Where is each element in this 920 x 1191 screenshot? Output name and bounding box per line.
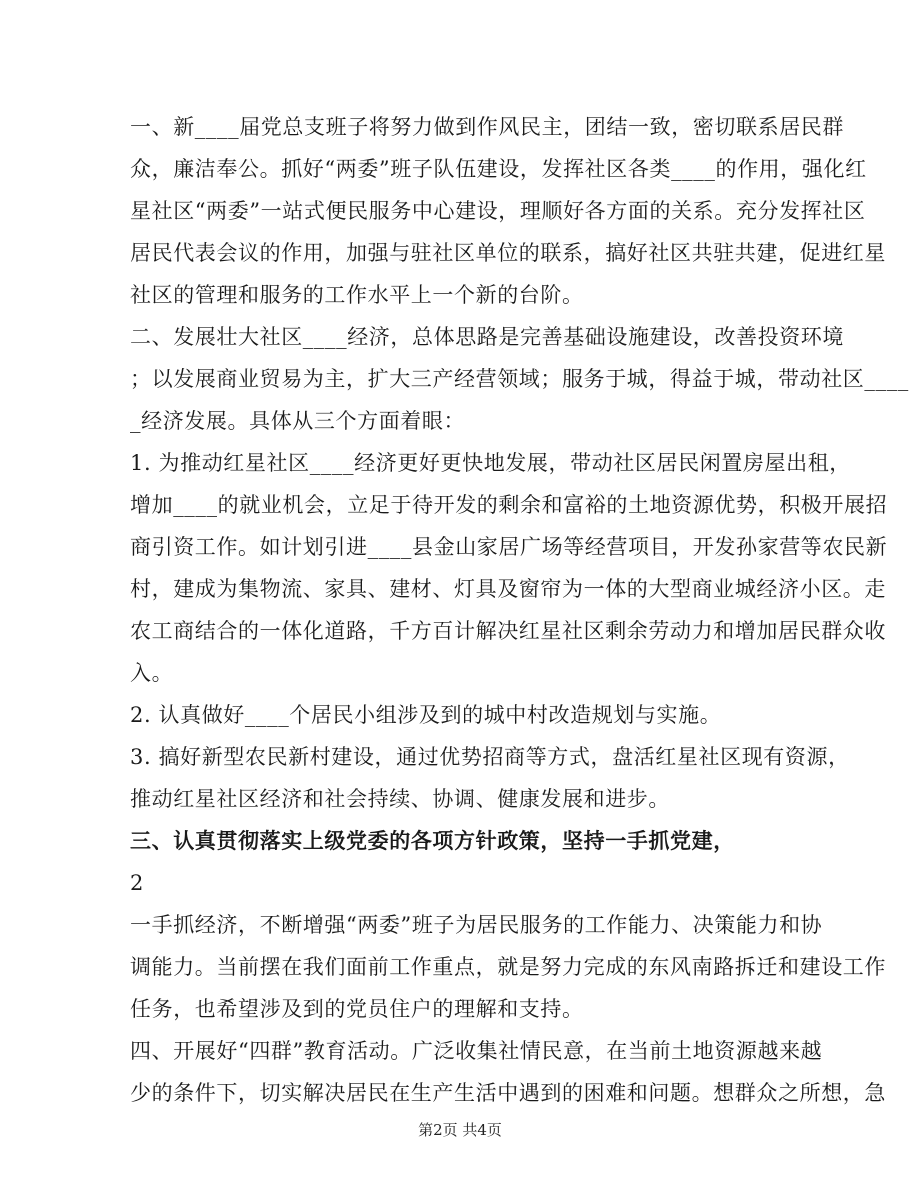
paragraph-1-line-4: 居民代表会议的作用，加强与驻社区单位的联系，搞好社区共驻共建，促进红星	[130, 241, 886, 265]
paragraph-2-line-1: 二、发展壮大社区____经济，总体思路是完善基础设施建设，改善投资环境	[130, 325, 844, 349]
paragraph-1-line-3: 星社区“两委”一站式便民服务中心建设，理顺好各方面的关系。充分发挥社区	[130, 199, 866, 223]
paragraph-3-line-1: 1. 为推动红星社区____经济更好更快地发展，带动社区居民闲置房屋出租，	[130, 451, 851, 475]
paragraph-5-line-2: 推动红星社区经济和社会持续、协调、健康发展和进步。	[130, 787, 670, 811]
paragraph-9-line-2: 少的条件下，切实解决居民在生产生活中遇到的困难和问题。想群众之所想，急	[130, 1081, 886, 1105]
paragraph-2-line-3: _经济发展。具体从三个方面着眼：	[130, 409, 466, 433]
paragraph-1-line-5: 社区的管理和服务的工作水平上一个新的台阶。	[130, 283, 584, 307]
paragraph-3-line-5: 农工商结合的一体化道路，千方百计解决红星社区剩余劳动力和增加居民群众收	[130, 619, 886, 643]
paragraph-7-line-1: 2	[130, 871, 144, 895]
paragraph-5-line-1: 3. 搞好新型农民新村建设，通过优势招商等方式，盘活红星社区现有资源，	[130, 745, 850, 769]
page-number-footer: 第2页 共4页	[418, 1121, 502, 1139]
paragraph-3-line-4: 村，建成为集物流、家具、建材、灯具及窗帘为一体的大型商业城经济小区。走	[130, 577, 886, 601]
paragraph-8-line-2: 调能力。当前摆在我们面前工作重点，就是努力完成的东风南路拆迁和建设工作	[130, 955, 886, 979]
paragraph-3-line-2: 增加____的就业机会，立足于待开发的剩余和富裕的土地资源优势，积极开展招	[130, 493, 888, 517]
paragraph-6-line-1: 三、认真贯彻落实上级党委的各项方针政策，坚持一手抓党建，	[130, 828, 735, 853]
paragraph-1-line-1: 一、新____届党总支班子将努力做到作风民主，团结一致，密切联系居民群	[130, 115, 844, 139]
paragraph-8-line-1: 一手抓经济，不断增强“两委”班子为居民服务的工作能力、决策能力和协	[130, 913, 823, 937]
paragraph-8-line-3: 任务，也希望涉及到的党员住户的理解和支持。	[130, 997, 584, 1021]
paragraph-4-line-1: 2. 认真做好____个居民小组涉及到的城中村改造规划与实施。	[130, 703, 722, 727]
paragraph-2-line-2: ；以发展商业贸易为主，扩大三产经营领域；服务于城，得益于城，带动社区____	[130, 367, 909, 391]
paragraph-1-line-2: 众，廉洁奉公。抓好“两委”班子队伍建设，发挥社区各类____的作用，强化红	[130, 157, 867, 181]
paragraph-3-line-3: 商引资工作。如计划引进____县金山家居广场等经营项目，开发孙家营等农民新	[130, 535, 888, 559]
paragraph-3-line-6: 入。	[130, 661, 174, 685]
paragraph-9-line-1: 四、开展好“四群”教育活动。广泛收集社情民意，在当前土地资源越来越	[130, 1039, 823, 1063]
